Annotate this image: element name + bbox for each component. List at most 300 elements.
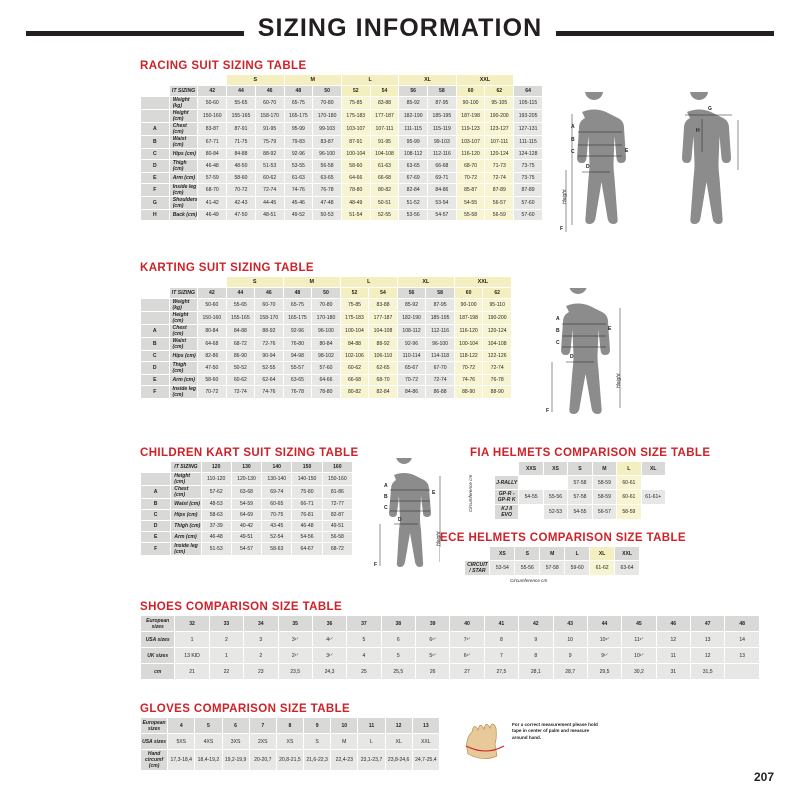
cell: 1: [209, 648, 243, 664]
table-row: [440, 561, 640, 576]
cell: 63-65: [313, 173, 342, 184]
racing-figure: [552, 92, 768, 252]
cell: 22,4-23: [331, 750, 358, 771]
spacer: [470, 476, 494, 490]
cell: 38: [381, 616, 415, 632]
cell: 87-95: [426, 299, 455, 312]
cell: 116-120: [456, 149, 485, 160]
cell: 58-60: [198, 375, 227, 386]
size-header: 120: [201, 462, 231, 473]
cell: 54-57: [231, 543, 261, 556]
spacer: [141, 462, 171, 473]
cell: 190-200: [485, 110, 514, 123]
size-header: 160: [322, 462, 352, 473]
table-row: [141, 750, 440, 771]
cell: 99-103: [313, 123, 342, 136]
group-header: XL: [399, 75, 456, 86]
fia-helmets-table: [470, 461, 666, 520]
cell: 67-69: [399, 173, 428, 184]
cell: 85-92: [397, 299, 426, 312]
children-label-c: C: [384, 505, 388, 511]
ece-axis-label: Circumference cm: [510, 578, 548, 583]
children-label-f: F: [374, 562, 378, 568]
karting-suit-table: [140, 276, 512, 399]
cell: 60-70: [255, 97, 284, 110]
cell: 2: [209, 632, 243, 648]
cell: 170-180: [313, 110, 342, 123]
cell: 127-131: [514, 123, 543, 136]
cell: XS: [276, 734, 303, 750]
cell: 74-76: [255, 386, 284, 399]
cell: 25: [347, 664, 381, 680]
cell: 102-106: [340, 351, 369, 362]
cell: 2: [244, 648, 278, 664]
cell: XL: [385, 734, 412, 750]
cell: 37: [347, 616, 381, 632]
cell: 7: [249, 718, 276, 734]
children-label-b: B: [384, 494, 388, 500]
karting-label-a: A: [556, 316, 560, 322]
cell: 67-71: [198, 136, 227, 149]
cell: 64-66: [341, 173, 370, 184]
spacer: [470, 462, 494, 476]
row-label: Shoulders (cm): [169, 197, 198, 210]
table-row: [141, 521, 353, 532]
table-row: [141, 616, 760, 632]
cell: 71-75: [227, 136, 256, 149]
cell: 55-65: [226, 299, 255, 312]
cell: 83-87: [198, 123, 227, 136]
cell: 100-104: [340, 325, 369, 338]
cell: 112-116: [426, 325, 455, 338]
cell: 28,7: [553, 664, 587, 680]
sizes-row: [141, 462, 353, 473]
cell: 120-124: [483, 325, 512, 338]
cell: 54-59: [231, 499, 261, 510]
cell: 79-83: [284, 136, 313, 149]
cell: 46-48: [201, 532, 231, 543]
size-header: XL: [590, 547, 615, 561]
it-sizing-label: IT SIZING: [169, 288, 198, 299]
group-header: L: [340, 277, 397, 288]
cell: 64-68: [198, 338, 227, 351]
cell: 46-48: [198, 160, 227, 173]
cell: 57-60: [514, 210, 543, 221]
cell: 11¹ᐟ: [622, 632, 656, 648]
spacer: [440, 561, 465, 576]
cell: 13 KID: [175, 648, 209, 664]
cell: 63-65: [399, 160, 428, 173]
cell: 83-88: [369, 299, 398, 312]
cell: 72-74: [226, 386, 255, 399]
section-title-fia: FIA HELMETS COMPARISON SIZE TABLE: [470, 447, 711, 459]
size-header: 60: [456, 86, 485, 97]
cell: 123-127: [485, 123, 514, 136]
group-header: L: [341, 75, 398, 86]
cell: 76-78: [483, 375, 512, 386]
row-letter: A: [141, 123, 170, 136]
table-row: [141, 136, 543, 149]
spacer: [470, 505, 494, 520]
row-letter: F: [141, 184, 170, 197]
row-letter: E: [141, 375, 170, 386]
cell: 47-50: [198, 362, 227, 375]
children-label-height: Height: [436, 531, 442, 546]
cell: 82-84: [399, 184, 428, 197]
size-header: XXL: [615, 547, 640, 561]
row-label: Waist (cm): [169, 136, 198, 149]
cell: 60-65: [262, 499, 292, 510]
cell: 58-59: [592, 476, 616, 490]
size-header: L: [617, 462, 641, 476]
figure-label-f: F: [560, 226, 564, 232]
gloves-note: For a correct measurement please hold tape in center of palm and measure around hand.: [512, 722, 598, 740]
cell: 84-86: [397, 386, 426, 399]
cell: 72-74: [426, 375, 455, 386]
cell: 5: [381, 648, 415, 664]
cell: 33: [209, 616, 243, 632]
table-row: [141, 718, 440, 734]
cell: 115-119: [428, 123, 457, 136]
section-title-karting: KARTING SUIT SIZING TABLE: [140, 262, 314, 274]
cell: 3XS: [222, 734, 249, 750]
group-header: M: [283, 277, 340, 288]
cell: 36: [312, 616, 346, 632]
table-row: [141, 499, 353, 510]
cell: 13: [691, 632, 725, 648]
cell: 6¹ᐟ: [416, 632, 450, 648]
figure-label-a: A: [571, 124, 575, 130]
cell: 70-72: [454, 362, 483, 375]
cell: 4XS: [195, 734, 222, 750]
cell: 120-130: [231, 473, 261, 486]
cell: 1: [175, 632, 209, 648]
table-row: [141, 375, 512, 386]
size-header: 50: [313, 86, 342, 97]
size-header: 140: [262, 462, 292, 473]
size-header: XS: [490, 547, 515, 561]
cell: M: [331, 734, 358, 750]
cell: 57-59: [198, 173, 227, 184]
spacer: [141, 277, 198, 288]
table-row: [141, 386, 512, 399]
gloves-table: [140, 717, 440, 771]
cell: 83-87: [313, 136, 342, 149]
cell: 52-54: [262, 532, 292, 543]
cell: 68-70: [369, 375, 398, 386]
cell: 51-52: [399, 197, 428, 210]
cell: 150-160: [198, 110, 227, 123]
cell: 190-200: [483, 312, 512, 325]
figure-label-height: Height: [562, 189, 568, 204]
cell: 7¹ᐟ: [450, 632, 484, 648]
row-label: Hips (cm): [171, 510, 201, 521]
cell: 75-79: [255, 136, 284, 149]
group-header: S: [226, 277, 283, 288]
cell: [641, 476, 665, 490]
karting-label-d: D: [570, 354, 574, 360]
cell: 52-55: [370, 210, 399, 221]
spacer: [141, 86, 170, 97]
section-title-gloves: GLOVES COMPARISON SIZE TABLE: [140, 703, 351, 715]
cell: 92-96: [397, 338, 426, 351]
cell: 55-65: [227, 97, 256, 110]
cell: 3: [244, 632, 278, 648]
cell: 175-183: [340, 312, 369, 325]
cell: 10: [331, 718, 358, 734]
size-header: 130: [231, 462, 261, 473]
cell: 91-95: [255, 123, 284, 136]
cell: 21: [175, 664, 209, 680]
size-header: M: [592, 462, 616, 476]
cell: 6¹ᐟ: [450, 648, 484, 664]
cell: 57-62: [201, 486, 231, 499]
cell: 46: [656, 616, 690, 632]
cell: 87-91: [341, 136, 370, 149]
cell: 49-52: [284, 210, 313, 221]
cell: 55-58: [456, 210, 485, 221]
table-row: [141, 362, 512, 375]
sizes-row: [440, 547, 640, 561]
cell: 118-122: [454, 351, 483, 362]
cell: 96-100: [312, 325, 341, 338]
figure-label-c: C: [571, 149, 575, 155]
table-row: [470, 505, 666, 520]
cell: 2¹ᐟ: [278, 648, 312, 664]
cell: 50-60: [198, 97, 227, 110]
cell: 68-72: [322, 543, 352, 556]
cell: 70-72: [227, 184, 256, 197]
group-header: XL: [397, 277, 454, 288]
cell: 56-58: [313, 160, 342, 173]
table-row: [141, 473, 353, 486]
cell: 72-74: [255, 184, 284, 197]
cell: 66-68: [428, 160, 457, 173]
table-row: [141, 543, 353, 556]
cell: 10¹ᐟ: [622, 648, 656, 664]
cell: 57-58: [540, 561, 565, 576]
cell: 85-92: [399, 97, 428, 110]
cell: 48-51: [255, 210, 284, 221]
table-row: [141, 664, 760, 680]
karting-label-c: C: [556, 340, 560, 346]
row-label: Hips (cm): [169, 351, 198, 362]
row-label: Chest (cm): [169, 123, 198, 136]
cell: 39: [416, 616, 450, 632]
fia-axis-label: Circumference cm: [468, 474, 473, 512]
size-header: 46: [255, 288, 284, 299]
cell: 63-64: [615, 561, 640, 576]
row-letter: C: [141, 149, 170, 160]
helmet-model: KJ II EVO: [494, 505, 518, 520]
cell: 72-74: [485, 173, 514, 184]
cell: 8: [519, 648, 553, 664]
cell: 85-87: [456, 184, 485, 197]
table-row: [141, 325, 512, 338]
spacer: [141, 75, 198, 86]
row-label: Hips (cm): [169, 149, 198, 160]
cell: 86-88: [426, 386, 455, 399]
cell: 54-55: [519, 490, 543, 505]
cell: 9: [304, 718, 331, 734]
cell: 50-53: [313, 210, 342, 221]
cell: 82-84: [369, 386, 398, 399]
cell: 32: [175, 616, 209, 632]
cell: 100-104: [454, 338, 483, 351]
cell: 23,5: [278, 664, 312, 680]
size-header: 56: [397, 288, 426, 299]
cell: 57-60: [312, 362, 341, 375]
row-label: USA sizes: [141, 734, 168, 750]
group-header: [514, 75, 543, 86]
cell: [519, 505, 543, 520]
row-letter: D: [141, 521, 171, 532]
cell: [725, 664, 760, 680]
cell: 119-123: [456, 123, 485, 136]
cell: 187-198: [456, 110, 485, 123]
cell: 130-140: [262, 473, 292, 486]
cell: 81-86: [322, 486, 352, 499]
children-kart-table: [140, 461, 353, 556]
row-label: Arm (cm): [171, 532, 201, 543]
cell: 111-115: [399, 123, 428, 136]
table-row: [141, 184, 543, 197]
cell: 45: [622, 616, 656, 632]
row-label: Inside leg (cm): [169, 184, 198, 197]
cell: L: [358, 734, 385, 750]
cell: 76-78: [313, 184, 342, 197]
cell: 120-124: [485, 149, 514, 160]
table-row: [141, 338, 512, 351]
cell: 48-50: [227, 160, 256, 173]
cell: 21,6-22,3: [304, 750, 331, 771]
row-label: Arm (cm): [169, 375, 198, 386]
cell: 75-85: [340, 299, 369, 312]
size-header: 52: [341, 86, 370, 97]
cell: 9: [553, 648, 587, 664]
size-header: 56: [399, 86, 428, 97]
cell: 40-42: [231, 521, 261, 532]
cell: 24,7-25,4: [412, 750, 439, 771]
size-header: 62: [483, 288, 512, 299]
cell: 61-63: [284, 173, 313, 184]
cell: 87-89: [514, 184, 543, 197]
size-header: XXS: [519, 462, 543, 476]
cell: 112-116: [428, 149, 457, 160]
row-label: Inside leg (cm): [171, 543, 201, 556]
helmet-model: GP-R - GP-R K: [494, 490, 518, 505]
cell: 52-53: [543, 505, 567, 520]
cell: 13: [725, 648, 760, 664]
cell: 68-72: [226, 338, 255, 351]
cell: 61-61+: [641, 490, 665, 505]
size-header: 58: [426, 288, 455, 299]
cell: 48: [725, 616, 760, 632]
figure-label-e: E: [625, 148, 629, 154]
group-header: S: [227, 75, 284, 86]
cell: 47-50: [227, 210, 256, 221]
cell: 60-62: [226, 375, 255, 386]
cell: 73-75: [514, 160, 543, 173]
spacer: [141, 288, 170, 299]
cell: 42: [519, 616, 553, 632]
cell: 41-42: [198, 197, 227, 210]
cell: 5: [195, 718, 222, 734]
cell: 58-60: [341, 160, 370, 173]
group-header: XXL: [456, 75, 513, 86]
group-header: M: [284, 75, 341, 86]
cell: 50-51: [370, 197, 399, 210]
cell: 155-165: [227, 110, 256, 123]
row-label: UK sizes: [141, 648, 175, 664]
table-row: [141, 510, 353, 521]
row-label: European sizes: [141, 718, 168, 734]
cell: 57-58: [568, 476, 592, 490]
cell: 45-46: [284, 197, 313, 210]
figure-label-g: G: [708, 106, 712, 112]
cell: 49-51: [322, 521, 352, 532]
row-label: Weight (kg): [169, 299, 198, 312]
cell: 50-52: [226, 362, 255, 375]
spacer: [470, 490, 494, 505]
cell: 69-71: [428, 173, 457, 184]
cell: [543, 476, 567, 490]
cell: 14: [725, 632, 760, 648]
helmet-model: CIRCUIT / STAR: [465, 561, 490, 576]
cell: 82-86: [198, 351, 227, 362]
cell: 6: [222, 718, 249, 734]
cell: 187-198: [454, 312, 483, 325]
size-header: XS: [543, 462, 567, 476]
cell: 2XS: [249, 734, 276, 750]
cell: 64-67: [292, 543, 322, 556]
table-row: [470, 476, 666, 490]
cell: 88-92: [255, 325, 284, 338]
cell: 108-112: [397, 325, 426, 338]
cell: 11: [656, 648, 690, 664]
helmet-model: J-RALLY: [494, 476, 518, 490]
row-letter: B: [141, 499, 171, 510]
karting-label-b: B: [556, 328, 560, 334]
cell: 68-70: [456, 160, 485, 173]
row-label: Height (cm): [171, 473, 201, 486]
cell: 51-53: [255, 160, 284, 173]
row-letter: F: [141, 543, 171, 556]
cell: 90-94: [255, 351, 284, 362]
cell: 60-61: [617, 476, 641, 490]
cell: [641, 505, 665, 520]
size-header: 50: [312, 288, 341, 299]
table-row: [141, 351, 512, 362]
glove-measure-figure: [460, 714, 520, 766]
cell: 51-53: [201, 543, 231, 556]
cell: 98-102: [312, 351, 341, 362]
cell: 104-108: [369, 325, 398, 338]
cell: 104-108: [370, 149, 399, 160]
cell: 72-74: [483, 362, 512, 375]
cell: 76-78: [283, 386, 312, 399]
cell: 20,8-21,5: [276, 750, 303, 771]
row-label: Back (cm): [169, 210, 198, 221]
cell: 80-82: [370, 184, 399, 197]
cell: 76-81: [292, 510, 322, 521]
row-label: Thigh (cm): [169, 160, 198, 173]
it-sizing-label: IT SIZING: [169, 86, 198, 97]
size-header: 54: [370, 86, 399, 97]
cell: 95-105: [485, 97, 514, 110]
cell: 43-45: [262, 521, 292, 532]
karting-label-height: Height: [616, 373, 622, 388]
